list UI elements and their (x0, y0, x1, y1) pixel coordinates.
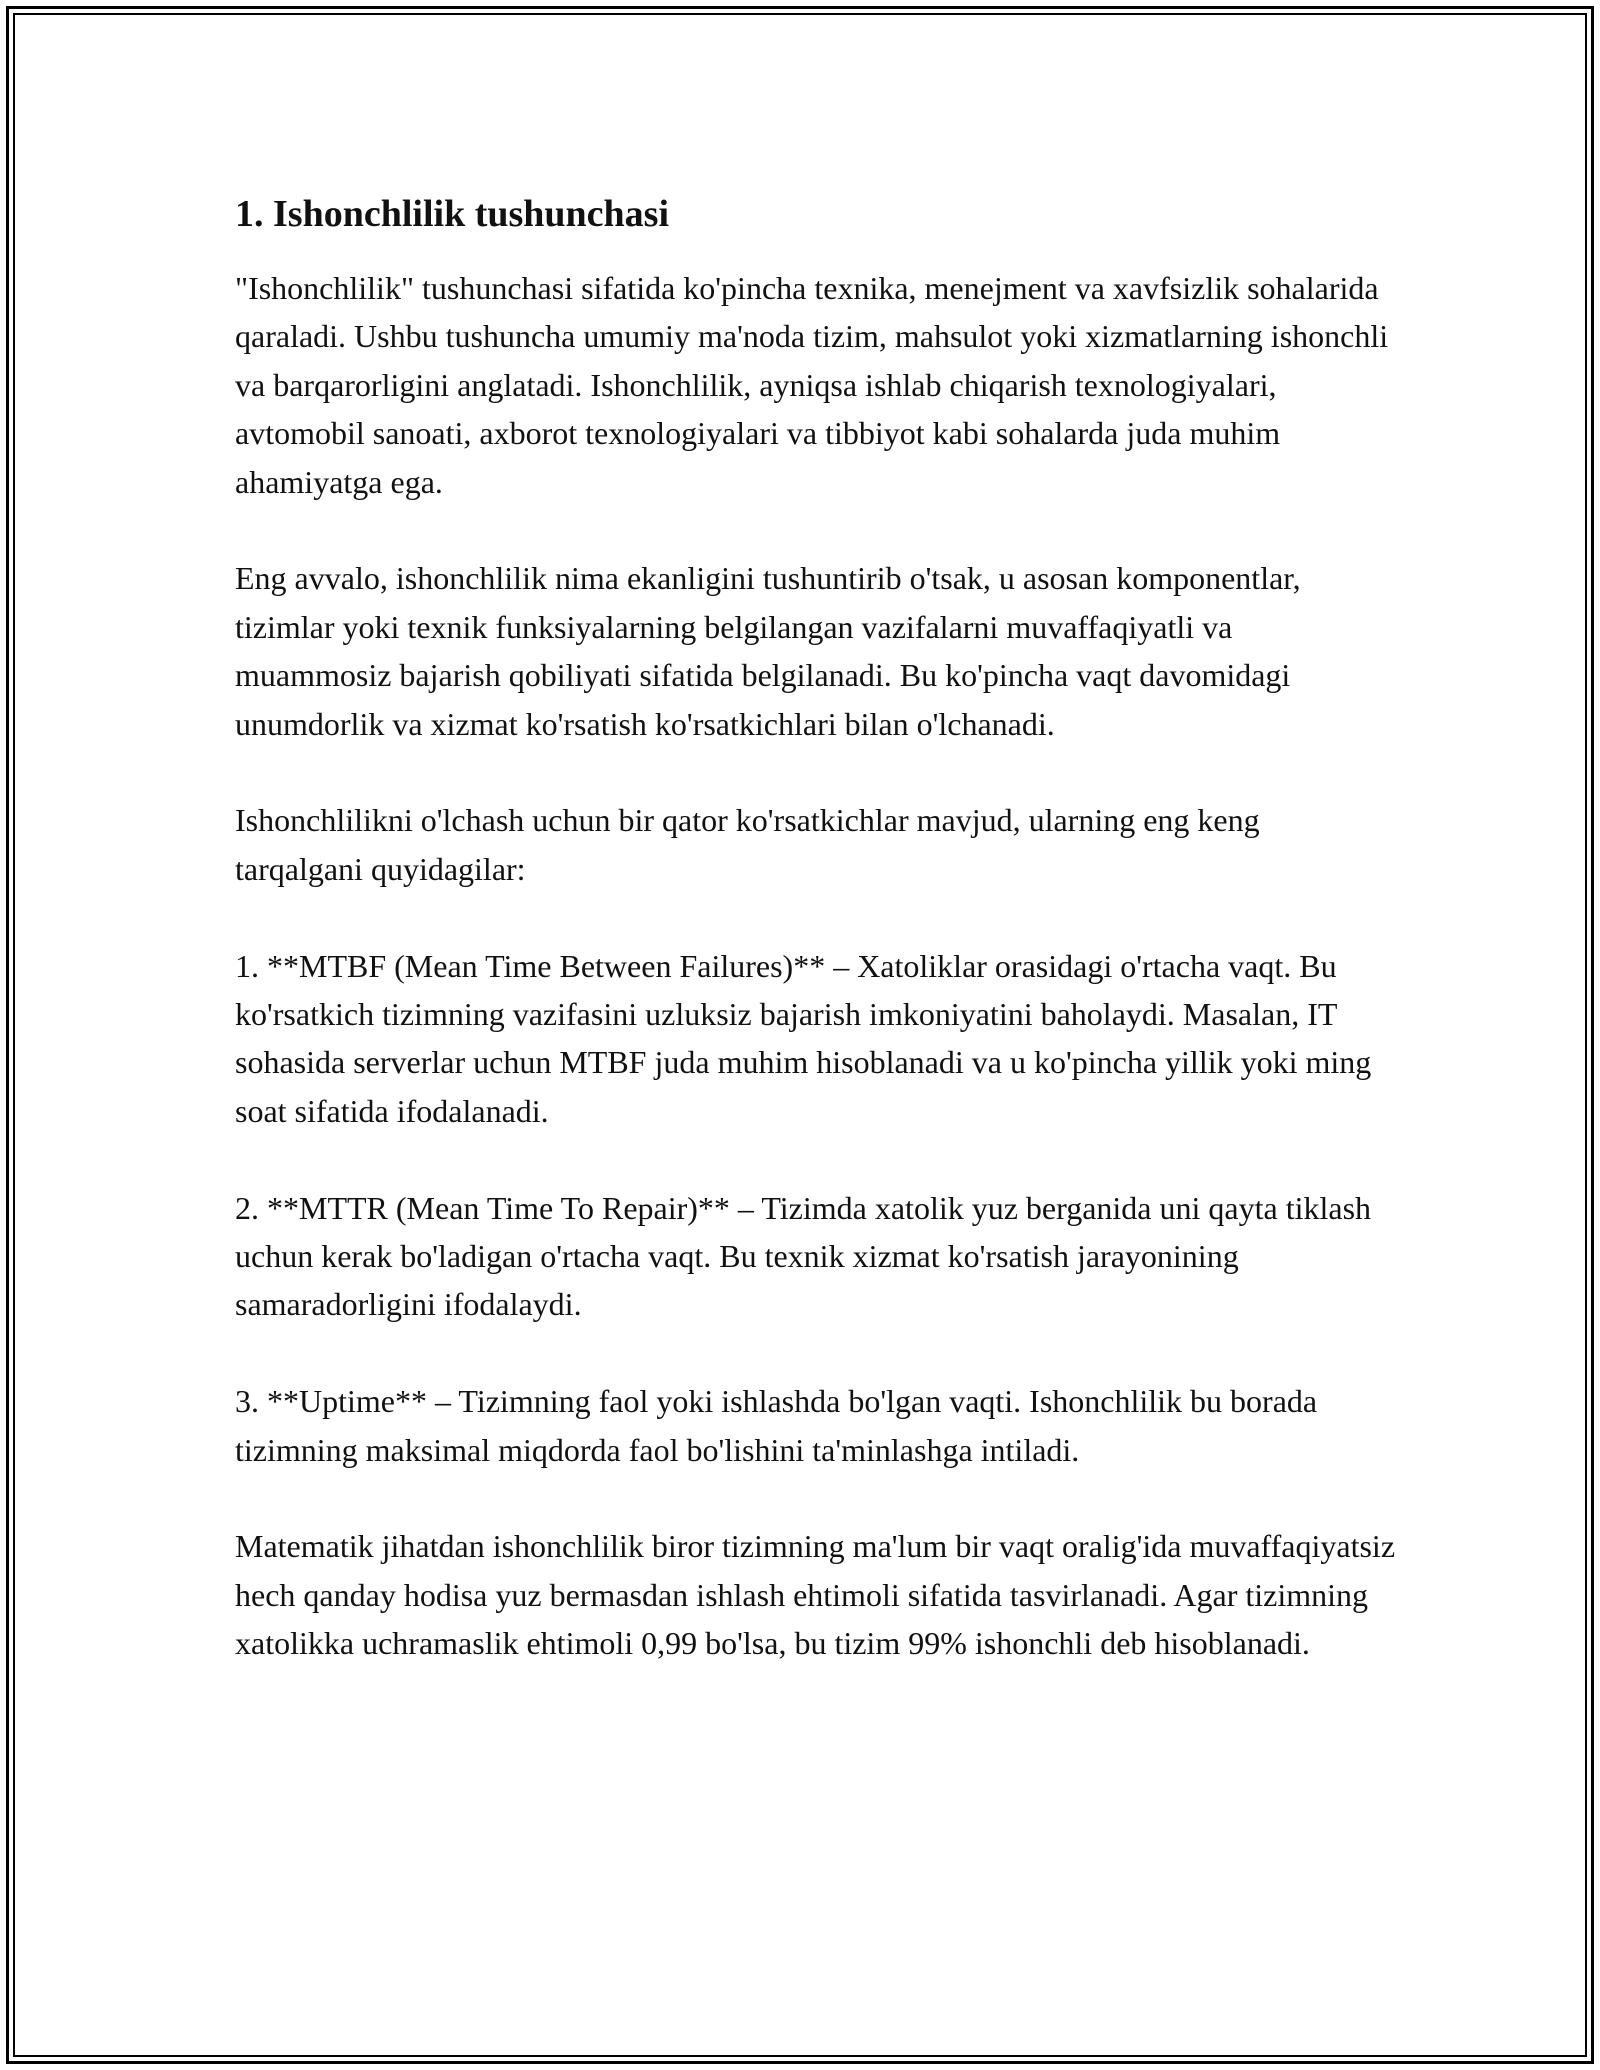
paragraph-mttr: 2. **MTTR (Mean Time To Repair)** – Tizimda xatolik yuz berganida uni qayta tiklash uchun kerak bo'ladigan o'rtacha vaqt. Bu texnik xizmat ko'rsatish jarayonining samaradorligini ifodalaydi. (235, 1189, 1372, 1323)
paragraph-definition: Eng avvalo, ishonchlilik nima ekanligini tushuntirib o'tsak, u asosan komponentlar, tizimlar yoki texnik funksiyalarning belgilangan vazifalarni muvaffaqiyatli va muammosiz bajarish qobiliyati sifatida belgilanadi. Bu ko'pincha vaqt davomidagi unumdorlik va xizmat ko'rsatish ko'rsatkichlari bilan o'lchanadi. (235, 560, 1301, 742)
section-heading: 1. Ishonchlilik tushunchasi (235, 193, 670, 235)
paragraph-math: Matematik jihatdan ishonchlilik biror tizimning ma'lum bir vaqt oralig'ida muvaffaqiyatsiz hech qanday hodisa yuz bermasdan ishlash ehtimoli sifatida tasvirlanadi. Agar tizimning xatolikka uchramaslik ehtimoli 0,99 bo'lsa, bu tizim 99% ishonchli deb hisoblanadi. (235, 1528, 1396, 1662)
paragraph-metrics-intro: Ishonchlilikni o'lchash uchun bir qator ko'rsatkichlar mavjud, ularning eng keng tarqalgani quyidagilar: (235, 802, 1260, 887)
paragraph-intro: "Ishonchlilik" tushunchasi sifatida ko'pincha texnika, menejment va xavfsizlik sohalarida qaraladi. Ushbu tushuncha umumiy ma'noda tizim, mahsulot yoki xizmatlarning ishonchli va barqarorligini anglatadi. Ishonchlilik, ayniqsa ishlab chiqarish texnologiyalari, avtomobil sanoati, axborot texnologiyalari va tibbiyot kabi sohalarda juda muhim ahamiyatga ega. (235, 270, 1389, 500)
paragraph-mtbf: 1. **MTBF (Mean Time Between Failures)** – Xatoliklar orasidagi o'rtacha vaqt. Bu ko'rsatkich tizimning vazifasini uzluksiz bajarish imkoniyatini baholaydi. Masalan, IT sohasida serverlar uchun MTBF juda muhim hisoblanadi va u ko'pincha yillik yoki ming soat sifatida ifodalanadi. (235, 947, 1372, 1129)
paragraph-uptime: 3. **Uptime** – Tizimning faol yoki ishlashda bo'lgan vaqti. Ishonchlilik bu borada tizimning maksimal miqdorda faol bo'lishini ta'minlashga intiladi. (235, 1383, 1318, 1468)
document-body (235, 186, 1395, 1716)
